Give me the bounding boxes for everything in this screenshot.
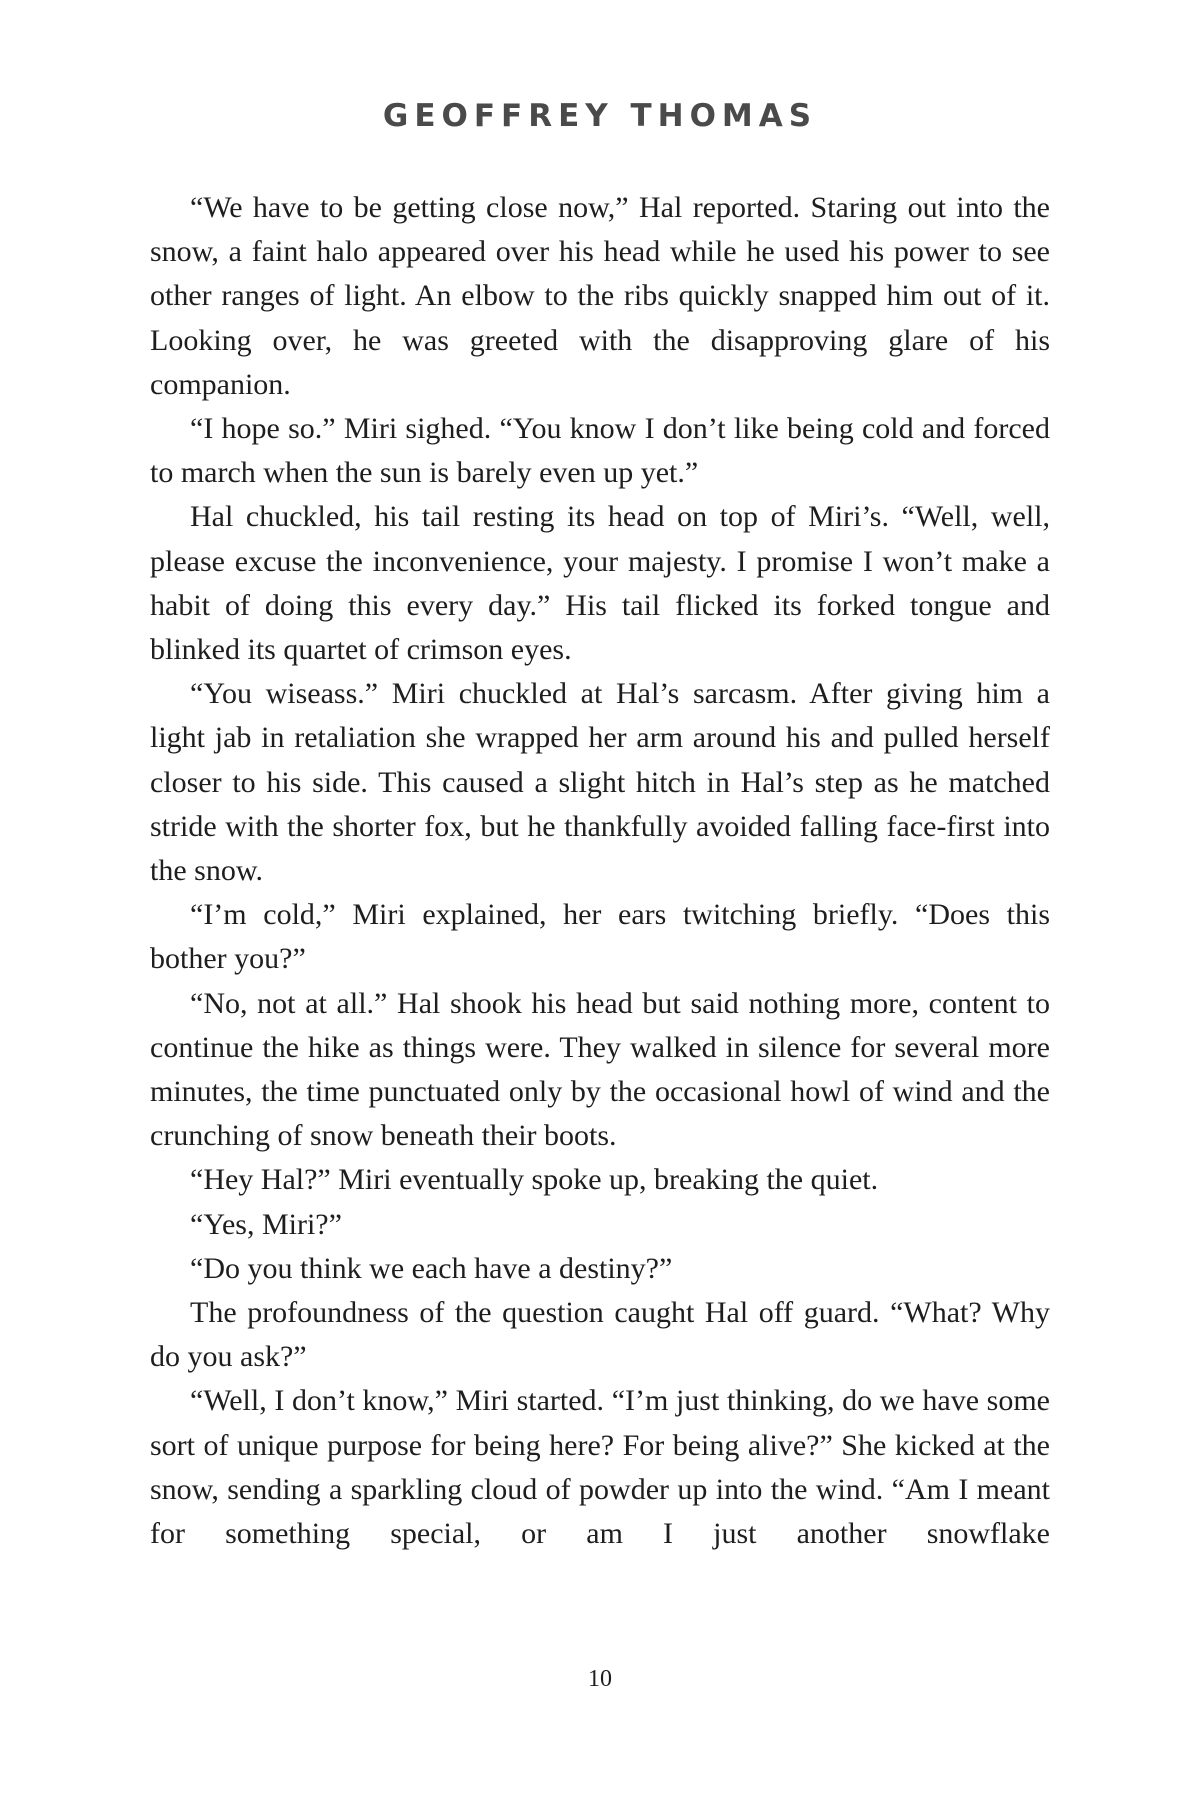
paragraph-continued: “Well, I don’t know,” Miri started. “I’m just thinking, do we have some sort of unique purpose for being here? For being alive?” She kicked at the snow, sending a sparkling cloud of powder up into the wind. “Am I meant for something special, or am I just another snowflake bbox=[150, 1384, 1050, 1551]
paragraph: “Do you think we each have a destiny?” bbox=[190, 1251, 673, 1285]
running-head: GEOFFREY THOMAS bbox=[382, 98, 818, 134]
paragraph: “Yes, Miri?” bbox=[190, 1207, 342, 1241]
paragraph: Hal chuckled, his tail resting its head on top of Miri’s. “Well, well, please excuse the inconvenience, your majesty. I promise I won’t make a habit of doing this every day.” His tail flicked its forked tongue and blinked its quartet of crimson eyes. bbox=[150, 500, 1050, 667]
paragraph: “You wiseass.” Miri chuckled at Hal’s sarcasm. After giving him a light jab in retaliation she wrapped her arm around his and pulled herself closer to his side. This caused a slight hitch in Hal’s step as he matched stride with the shorter fox, but he thankfully avoided falling face-first into the snow. bbox=[150, 677, 1050, 888]
body-text bbox=[150, 186, 1050, 1556]
page-number: 10 bbox=[588, 1666, 612, 1692]
paragraph: “We have to be getting close now,” Hal reported. Staring out into the snow, a faint halo appeared over his head while he used his power to see other ranges of light. An elbow to the ribs quickly snapped him out of it. Looking over, he was greeted with the disapproving glare of his companion. bbox=[150, 191, 1050, 401]
paragraph: “Hey Hal?” Miri eventually spoke up, breaking the quiet. bbox=[190, 1163, 879, 1197]
paragraph: “I’m cold,” Miri explained, her ears twitching briefly. “Does this bother you?” bbox=[150, 898, 1050, 976]
paragraph: “No, not at all.” Hal shook his head but said nothing more, content to continue the hike as things were. They walked in silence for several more minutes, the time punctuated only by the occasional howl of wind and the crunching of snow beneath their boots. bbox=[150, 986, 1050, 1153]
paragraph: “I hope so.” Miri sighed. “You know I don’t like being cold and forced to march when the sun is barely even up yet.” bbox=[150, 412, 1050, 490]
paragraph: The profoundness of the question caught Hal off guard. “What? Why do you ask?” bbox=[150, 1296, 1050, 1374]
